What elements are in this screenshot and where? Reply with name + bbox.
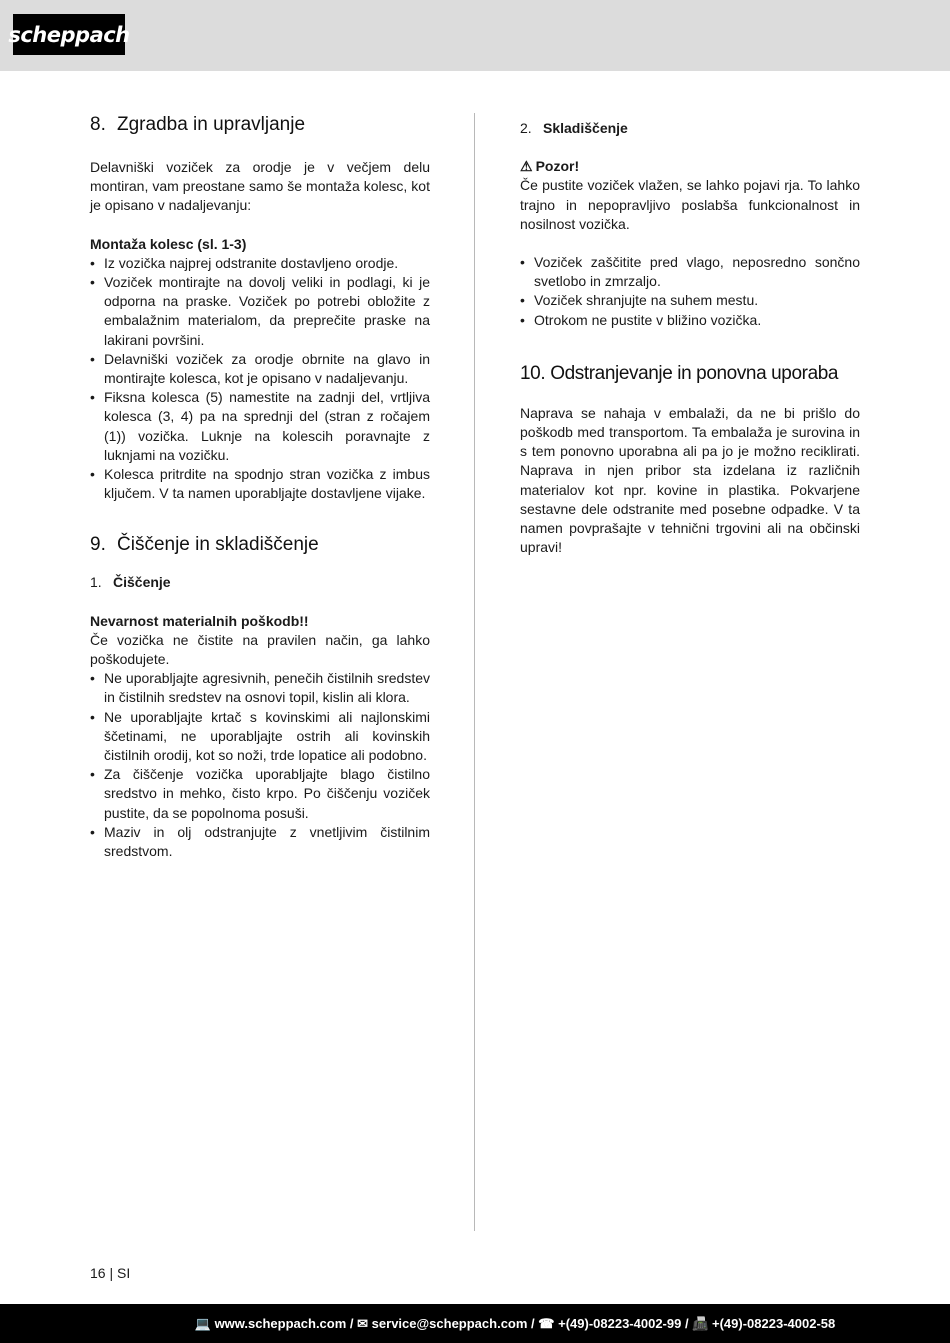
section-number: 10. xyxy=(520,362,546,384)
subsection-number: 1. xyxy=(90,574,102,591)
section-10-text: Naprava se nahaja v embalaži, da ne bi prišlo do poškodb med transportom. Ta embalaža je surovina in s tem ponovno uporabna ali pa jo je možno reciklirati. Naprava in njen pribor sta izdelana iz različnih materialov kot npr. kovine in plastika. Pokvarjene sestavne dele odstranite med posebne odpadke. V ta namen povprašajte v tehnični trgovini ali na občinski upravi! xyxy=(520,404,860,556)
page-number-value: 16 xyxy=(90,1265,106,1281)
website-link[interactable]: www.scheppach.com xyxy=(214,1316,347,1331)
mail-icon: ✉ xyxy=(357,1315,369,1331)
header-bar xyxy=(0,0,950,71)
language-code: SI xyxy=(117,1265,131,1281)
page-separator: | xyxy=(109,1265,114,1281)
section-title: Čiščenje in skladiščenje xyxy=(117,534,319,556)
section-number: 8. xyxy=(90,114,106,135)
list-item: • Za čiščenje vozička uporabljajte blago čistilno sredstvo in mehko, čisto krpo. Po čiščenju voziček pustite, da se popolnoma posuši. xyxy=(90,765,430,823)
danger-text: Če vozička ne čistite na pravilen način, ga lahko poškodujete. xyxy=(90,631,430,668)
subsection-title: Skladiščenje xyxy=(543,120,628,136)
list-item: • Maziv in olj odstranjujte z vnetljivim čistilnim sredstvom. xyxy=(90,823,430,861)
storage-subheading xyxy=(520,119,860,138)
cleaning-list xyxy=(90,669,430,861)
section-number: 9. xyxy=(90,534,106,556)
storage-list xyxy=(520,253,860,330)
subsection-title: Čiščenje xyxy=(113,574,171,591)
section-8-intro: Delavniški voziček za orodje je v večjem delu montiran, vam preostane samo še montaža kolesc, kot je opisano v nadaljevanju: xyxy=(90,159,430,214)
footer-separator: / xyxy=(681,1316,693,1331)
column-divider xyxy=(474,113,475,1231)
wheel-assembly-heading: Montaža kolesc (sl. 1-3) xyxy=(90,235,247,252)
list-item: • Fiksna kolesca (5) namestite na zadnji del, vrtljiva kolesca (3, 4) pa na sprednji del (stran z ročajem (1)) vozička. Luknje na kolescih poravnajte z luknjami na vozičku. xyxy=(90,388,430,465)
list-item: • Delavniški voziček za orodje obrnite na glavo in montirajte kolesca, kot je opisano v nadaljevanju. xyxy=(90,350,430,388)
computer-icon: 💻 xyxy=(194,1315,211,1331)
section-8-heading xyxy=(90,113,430,137)
scheppach-logo: scheppach xyxy=(13,14,125,55)
fax-number: +(49)-08223-4002-58 xyxy=(712,1316,836,1331)
right-column xyxy=(520,113,860,557)
page-number xyxy=(90,1264,130,1283)
warning-icon: ⚠ xyxy=(520,158,533,175)
list-item: • Ne uporabljajte agresivnih, penečih čistilnih sredstev in čistilnih sredstev na osnovi topil, kislin ali klora. xyxy=(90,669,430,707)
phone-number: +(49)-08223-4002-99 xyxy=(558,1316,682,1331)
phone-icon: ☎ xyxy=(538,1315,555,1331)
list-item: • Voziček zaščitite pred vlago, neposredno sončno svetlobo in zmrzaljo. xyxy=(520,253,860,291)
footer-separator: / xyxy=(346,1316,358,1331)
list-item: • Voziček montirajte na dovolj veliki in podlagi, ki je odporna na praske. Voziček po potrebi obložite z embalažnim materialom, da preprečite praske na lakirani površini. xyxy=(90,273,430,350)
fax-icon: 📠 xyxy=(692,1315,709,1331)
wheel-assembly-list xyxy=(90,254,430,504)
section-title: Zgradba in upravljanje xyxy=(117,114,306,135)
list-item: • Voziček shranjujte na suhem mestu. xyxy=(520,291,860,310)
list-item: • Otrokom ne pustite v bližino vozička. xyxy=(520,311,860,330)
email-link[interactable]: service@scheppach.com xyxy=(371,1316,528,1331)
subsection-number: 2. xyxy=(520,120,532,136)
list-item: • Ne uporabljajte krtač s kovinskimi ali najlonskimi ščetinami, ne uporabljajte ostrih ali kovinskih čistilnih orodij, kot so noži, trde lopatice ali podobno. xyxy=(90,708,430,766)
list-item: • Iz vozička najprej odstranite dostavljeno orodje. xyxy=(90,254,430,273)
warning-label: Pozor! xyxy=(535,158,580,175)
footer-bar xyxy=(0,1304,950,1343)
section-title: Odstranjevanje in ponovna uporaba xyxy=(550,362,839,384)
warning-text: Če pustite voziček vlažen, se lahko pojavi rja. To lahko trajno in nepopravljivo poslabša funkcionalnost in nosilnost vozička. xyxy=(520,177,860,232)
list-item: • Kolesca pritrdite na spodnjo stran vozička z imbus ključem. V ta namen uporabljajte dostavljene vijake. xyxy=(90,465,430,503)
left-column xyxy=(90,113,430,861)
danger-heading: Nevarnost materialnih poškodb!! xyxy=(90,612,309,629)
warning-heading xyxy=(520,157,860,176)
section-9-heading xyxy=(90,533,430,557)
footer-separator: / xyxy=(527,1316,539,1331)
cleaning-subheading xyxy=(90,573,430,592)
section-10-heading xyxy=(520,362,860,386)
